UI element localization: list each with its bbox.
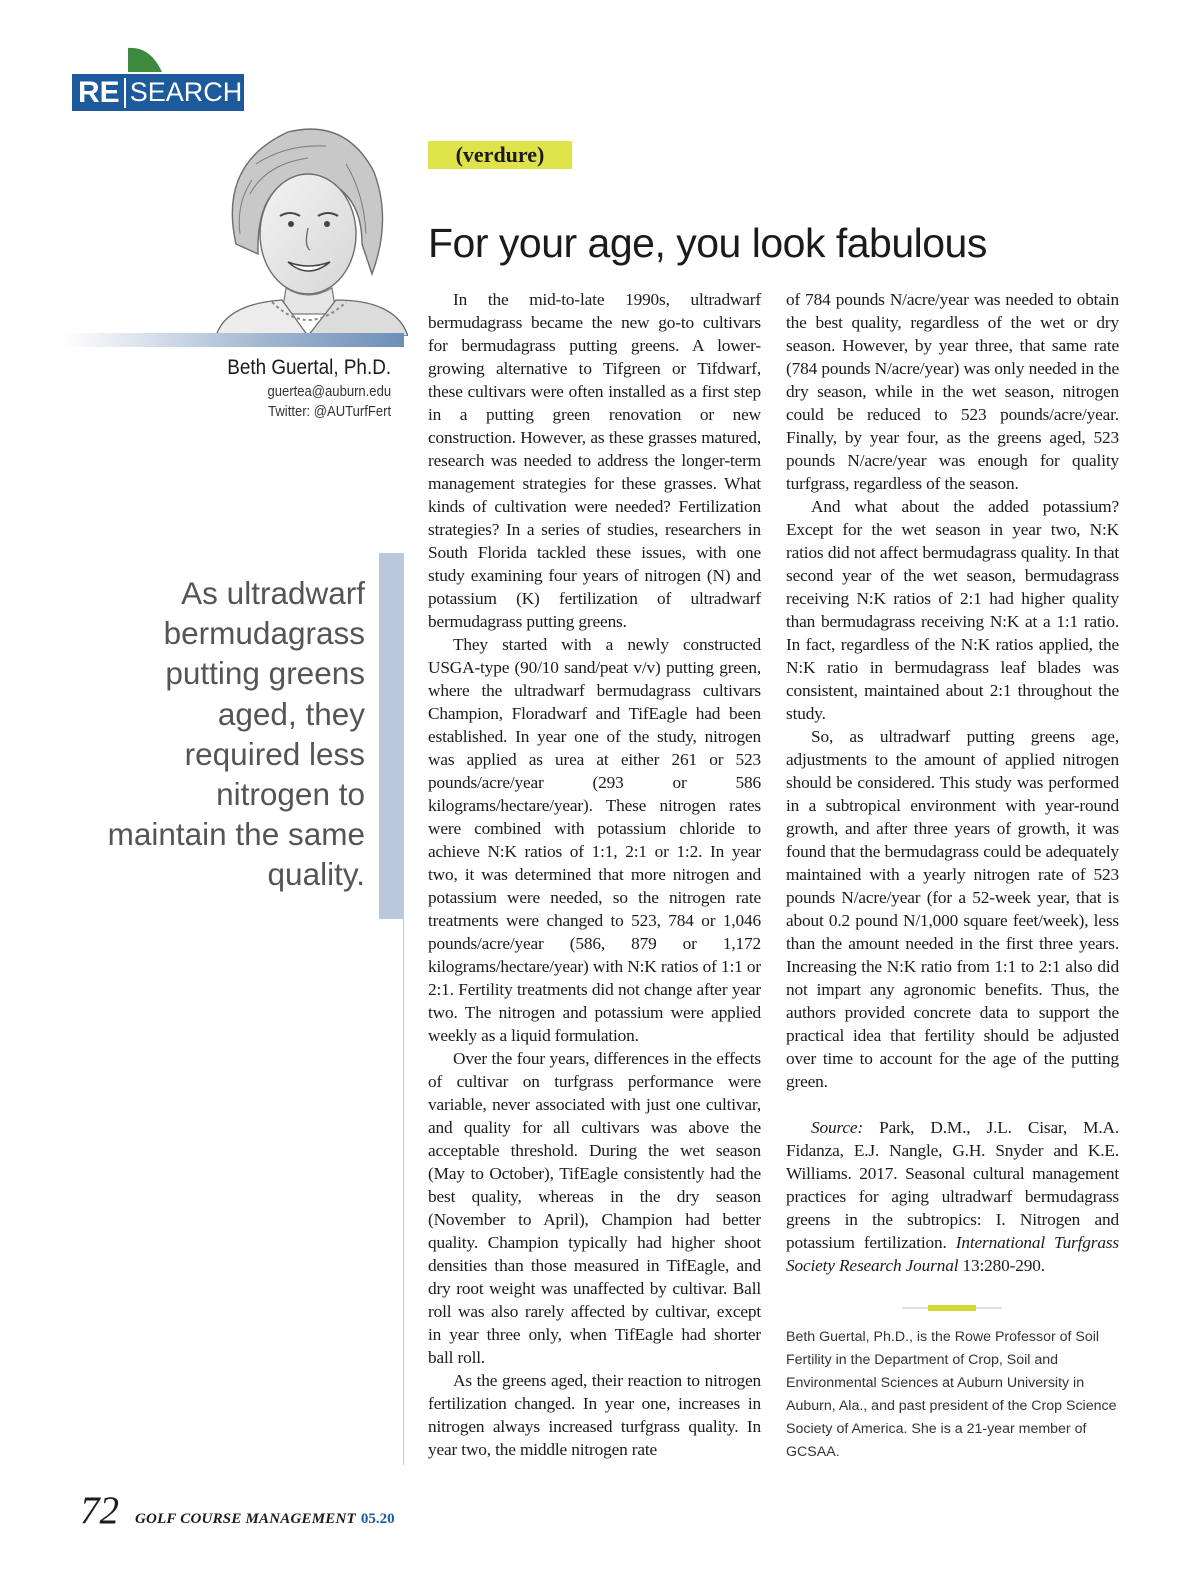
column-divider xyxy=(403,553,404,1465)
author-email: guertea@auburn.edu xyxy=(267,384,391,400)
section-logo-suffix: SEARCH xyxy=(129,77,243,107)
magazine-name: GOLF COURSE MANAGEMENT xyxy=(135,1511,356,1527)
body-paragraph: Over the four years, differences in the effects of cultivar on turfgrass performance were variable, never associated with just one cultivar, and quality for all cultivars was above the acceptable threshold. During the wet season (May to October), TifEagle consistently had the best quality, whereas in the dry season (November to April), Champion had better quality. Champion typically had higher shoot densities than those measured in TifEagle, and dry root weight was unaffected by cultivar. Ball roll was also rarely affected by cultivar, except in year three only, when TifEagle had shorter ball roll. xyxy=(428,1049,761,1367)
article-headline: For your age, you look fabulous xyxy=(428,220,987,266)
pull-quote-bar xyxy=(379,553,403,919)
source-text: Park, D.M., J.L. Cisar, M.A. Fidanza, E.J. Nangle, G.H. Snyder and K.E. Williams. 2017. Seasonal cultural management practices for aging ultradwarf bermudagrass greens in the subtropics: I. Nitrogen and potassium fertilization. xyxy=(786,1118,1119,1252)
body-paragraph: So, as ultradwarf putting greens age, adjustments to the amount of applied nitrogen should be considered. This study was performed in a subtropical environment with year-round growth, and after three years of growth, it was found that the bermudagrass could be adequately maintained with a yearly nitrogen rate of 523 pounds N/acre/year (for a 52-week year, that is about 0.2 pound N/1,000 square feet/week), less than the amount needed in the first three years. Increasing the N:K ratio from 1:1 to 2:1 also did not impart any agronomic benefits. Thus, the authors provided concrete data to support the practical idea that fertility should be adjusted over time to account for the age of the putting green. xyxy=(786,727,1119,1091)
page-footer xyxy=(80,1488,395,1533)
pull-quote: As ultradwarf bermudagrass putting greens aged, they required less nitrogen to maintain the same quality. xyxy=(107,575,365,893)
author-name: Beth Guertal, Ph.D. xyxy=(227,356,391,379)
source-journal: International Turfgrass Society Research Journal xyxy=(786,1233,1119,1275)
body-paragraph: They started with a newly constructed USGA-type (90/10 sand/peat v/v) putting green, where the ultradwarf bermudagrass cultivars Champion, Floradwarf and TifEagle had been established. In year one of the study, nitrogen was applied as urea at either 261 or 523 pounds/acre/year (293 or 586 kilograms/hectare/year). These nitrogen rates were combined with potassium chloride to achieve N:K ratios of 1:1, 2:1 or 1:2. In year two, it was determined that more nitrogen and potassium were needed, so the nitrogen rate treatments were changed to 523, 784 or 1,046 pounds/acre/year (586, 879 or 1,172 kilograms/hectare/year) with N:K ratios of 1:1 or 2:1. Fertility treatments did not change after year two. The nitrogen and potassium were applied weekly as a liquid formulation. xyxy=(428,635,761,1045)
body-column-1 xyxy=(428,288,761,1461)
department-tag: (verdure) xyxy=(428,141,572,169)
author-portrait-image xyxy=(196,124,408,336)
author-twitter: Twitter: @AUTurfFert xyxy=(268,404,391,420)
author-bio: Beth Guertal, Ph.D., is the Rowe Professor of Soil Fertility in the Department of Crop, Soil and Environmental Sciences at Auburn University in Auburn, Ala., and past president of the Crop Science Society of America. She is a 21-year member of GCSAA. xyxy=(786,1329,1117,1460)
bio-divider xyxy=(902,1303,1002,1313)
body-paragraph: of 784 pounds N/acre/year was needed to obtain the best quality, regardless of the wet or dry season. However, by year three, that same rate (784 pounds N/acre/year) was only needed in the dry season, while in the wet season, nitrogen could be reduced to 523 pounds/acre/year. Finally, by year four, as the greens aged, 523 pounds N/acre/year was enough for quality turfgrass, regardless of the season. xyxy=(786,290,1119,493)
source-citation xyxy=(786,1116,1119,1277)
section-logo-divider xyxy=(124,78,126,108)
body-paragraph: In the mid-to-late 1990s, ultradwarf bermudagrass became the new go-to cultivars for bermudagrass putting greens. A lower-growing alternative to Tifgreen or Tifdwarf, these cultivars were often installed as a first step in a putting green renovation or new construction. However, as these grasses matured, research was needed to address the longer-term management strategies for these grasses. What kinds of cultivation were needed? Fertilization strategies? In a series of studies, researchers in South Florida tackled these issues, with one study examining four years of nitrogen (N) and potassium (K) fertilization of ultradwarf bermudagrass putting greens. xyxy=(428,290,761,631)
section-logo xyxy=(72,74,244,111)
body-paragraph: And what about the added potassium? Except for the wet season in year two, N:K ratios did not affect bermudagrass quality. In that second year of the wet season, bermudagrass receiving N:K ratios of 2:1 had higher quality than bermudagrass receiving N:K at a 1:1 ratio. In fact, regardless of the N:K ratios applied, the N:K ratio in bermudagrass leaf blades was consistent, maintained about 2:1 throughout the study. xyxy=(786,497,1119,723)
author-divider-gradient xyxy=(64,333,404,347)
page-number: 72 xyxy=(80,1489,119,1532)
source-label: Source: xyxy=(811,1118,864,1137)
section-logo-prefix: RE xyxy=(78,76,120,109)
author-block xyxy=(209,354,391,422)
leaf-logo-icon xyxy=(128,46,162,72)
issue-date: 05.20 xyxy=(360,1511,395,1527)
source-pages: 13:280-290. xyxy=(962,1256,1045,1275)
body-paragraph: As the greens aged, their reaction to nitrogen fertilization changed. In year one, increases in nitrogen always increased turfgrass quality. In year two, the middle nitrogen rate xyxy=(428,1371,761,1459)
body-column-2 xyxy=(786,288,1119,1277)
